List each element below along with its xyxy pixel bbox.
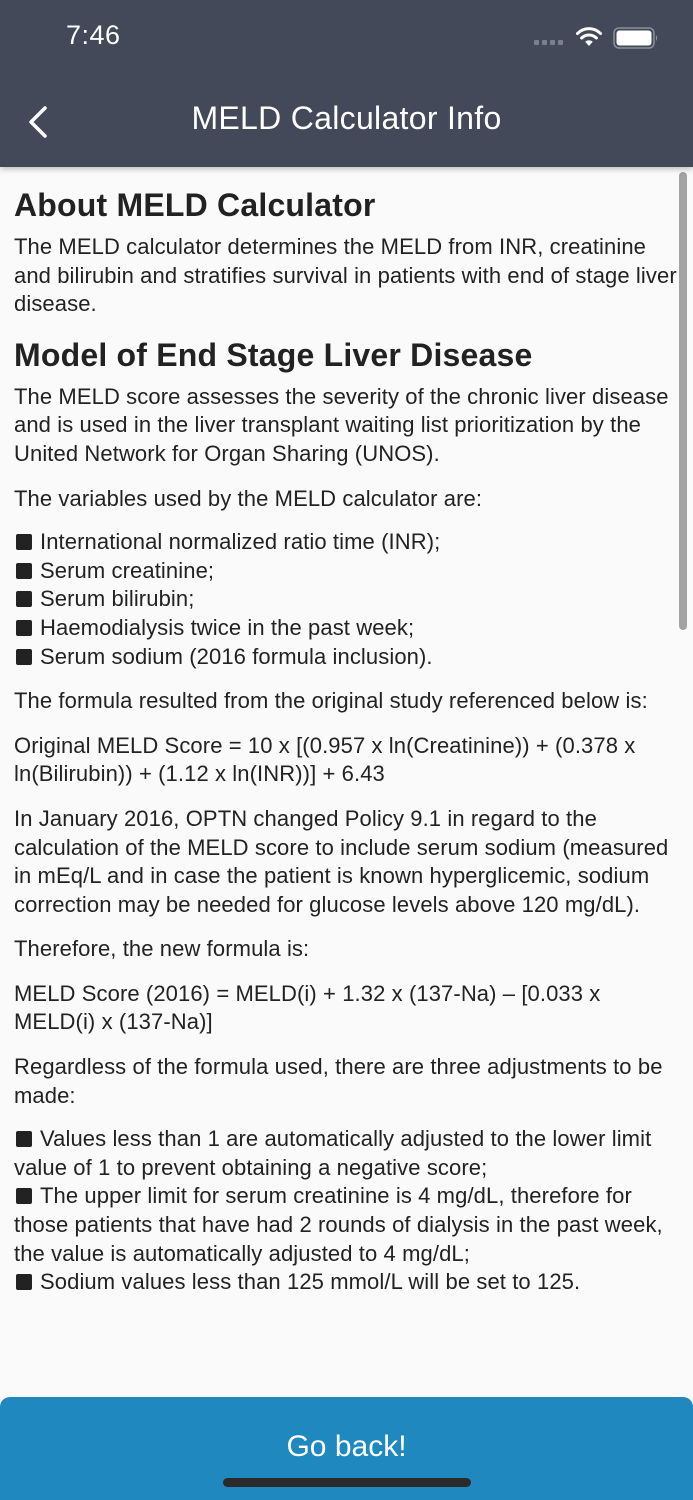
new-formula: MELD Score (2016) = MELD(i) + 1.32 x (137-Na) – [0.033 x MELD(i) x (137-Na)] <box>14 980 601 1035</box>
list-item: Haemodialysis twice in the past week; <box>14 614 679 643</box>
list-item: International normalized ratio time (INR); <box>14 528 679 557</box>
status-time: 7:46 <box>66 20 121 50</box>
model-heading: Model of End Stage Liver Disease <box>14 336 533 373</box>
battery-icon <box>613 27 659 49</box>
bullet-square-icon <box>16 620 32 636</box>
original-formula: Original MELD Score = 10 x [(0.957 x ln(Creatinine)) + (0.378 x ln(Bilirubin)) + (1.12 x ln(INR))] + 6.43 <box>14 732 636 787</box>
list-item: Values less than 1 are automatically adjusted to the lower limit value of 1 to prevent obtaining a negative score; <box>14 1126 652 1180</box>
bullet-square-icon <box>16 534 32 550</box>
about-text: The MELD calculator determines the MELD from INR, creatinine and bilirubin and stratifies survival in patients with end of stage liver disease. <box>14 234 677 317</box>
info-content[interactable] <box>0 167 693 1400</box>
page-title: MELD Calculator Info <box>191 100 502 136</box>
list-item: Sodium values less than 125 mmol/L will be set to 125. <box>14 1268 679 1297</box>
go-back-button[interactable] <box>0 1397 693 1500</box>
bullet-square-icon <box>16 1188 32 1204</box>
new-formula-intro: Therefore, the new formula is: <box>14 936 310 962</box>
home-indicator <box>223 1478 471 1487</box>
adjustments-intro: Regardless of the formula used, there are three adjustments to be made: <box>14 1054 663 1108</box>
about-heading: About MELD Calculator <box>14 187 376 223</box>
list-item: Serum bilirubin; <box>14 585 679 614</box>
formula-intro: The formula resulted from the original study referenced below is: <box>14 688 648 714</box>
signal-dots-icon <box>534 40 563 45</box>
bullet-square-icon <box>16 1131 32 1147</box>
scrollbar[interactable] <box>679 172 687 630</box>
policy-text: In January 2016, OPTN changed Policy 9.1 in regard to the calculation of the MELD score to include serum sodium (measured in mEq/L and in case the patient is known hyperglicemic, sodium correction may be needed for glucose levels above 120 mg/dL). <box>14 805 669 917</box>
bullet-square-icon <box>16 563 32 579</box>
adjustments-list <box>14 1125 679 1297</box>
go-back-label: Go back! <box>286 1430 407 1463</box>
variables-list <box>14 528 679 671</box>
list-item: Serum creatinine; <box>14 557 679 586</box>
model-text: The MELD score assesses the severity of the chronic liver disease and is used in the liver transplant waiting list prioritization by the United Network for Organ Sharing (UNOS). <box>14 383 669 466</box>
bullet-square-icon <box>16 1274 32 1290</box>
variables-intro: The variables used by the MELD calculator are: <box>14 485 483 511</box>
bullet-square-icon <box>16 649 32 665</box>
wifi-icon <box>575 25 603 49</box>
list-item: The upper limit for serum creatinine is 4 mg/dL, therefore for those patients that have had 2 rounds of dialysis in the past week, the value is automatically adjusted to 4 mg/dL; <box>14 1183 663 1266</box>
bullet-square-icon <box>16 591 32 607</box>
app-header <box>0 0 693 167</box>
list-item: Serum sodium (2016 formula inclusion). <box>14 643 679 672</box>
